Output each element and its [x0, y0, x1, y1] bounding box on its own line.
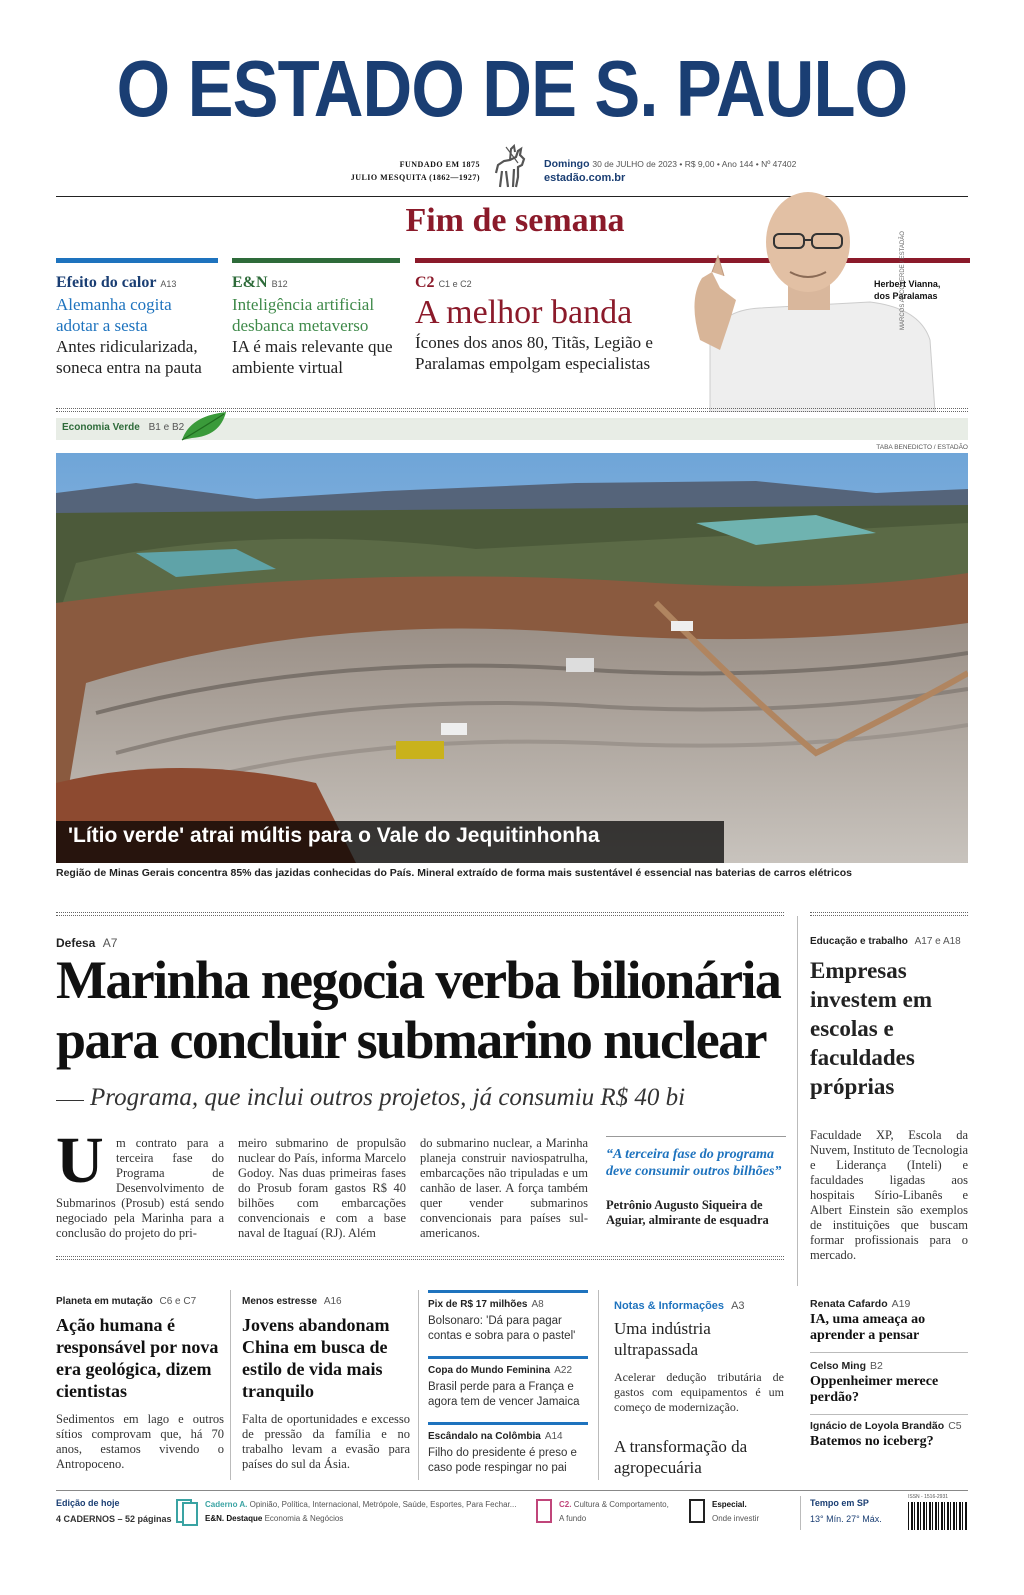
lead-quote: “A terceira fase do programa deve consumir outros bilhões”: [606, 1147, 782, 1179]
founder-text: JULIO MESQUITA (1862—1927): [350, 173, 480, 182]
lead-deck: Programa, que inclui outros projetos, já consumiu R$ 40 bi: [90, 1084, 686, 1111]
box3-section: C2: [415, 274, 435, 291]
esp-sub: Onde investir: [712, 1514, 760, 1523]
weekend-caption: Herbert Vianna, dos Paralamas: [874, 279, 941, 301]
side-kicker: Educação e trabalho: [810, 936, 908, 947]
brief-pix[interactable]: Pix de R$ 17 milhões A8 Bolsonaro: 'Dá para pagar contas e sobra para o pastel': [428, 1290, 588, 1344]
s4-headline2[interactable]: A transformação da agropecuária: [614, 1437, 748, 1477]
columnist-ming[interactable]: Celso Ming B2 Oppenheimer merece perdão?: [810, 1360, 939, 1405]
quote-role: almirante de esquadra: [648, 1213, 769, 1227]
masthead-title: O ESTADO DE S. PAULO: [116, 44, 908, 133]
especial-icon: [688, 1498, 706, 1526]
lithium-mine-photo: [56, 453, 968, 863]
quote-author: Petrônio Augusto Siqueira de Aguiar,: [606, 1198, 763, 1227]
c2-label: C2.: [559, 1500, 572, 1509]
s4-body1: Acelerar dedução tributária de gastos com equipamentos é um começo de modernização.: [614, 1370, 784, 1414]
s1-page: C6 e C7: [159, 1296, 197, 1307]
esp-label: Especial.: [712, 1500, 747, 1509]
s2-body: Falta de oportunidades e excesso de pressão da família e no trabalho levam a evasão para países do sul da Ásia.: [242, 1412, 410, 1471]
lead-col3: do submarino nuclear, a Marinha planeja construir naviospatrulha, embarcações não tripuladas e um canhão de laser. A força também quer vender submarinos convencionais para países sul-americanos.: [420, 1136, 588, 1240]
weather-value: 13° Mín. 27° Máx.: [810, 1514, 882, 1524]
side-headline[interactable]: Empresas investem em escolas e faculdades próprias: [810, 958, 932, 1099]
box1-section: Efeito do calor: [56, 274, 157, 291]
eco-label: Economia Verde: [62, 422, 140, 433]
box1-body: Antes ridicularizada, soneca entra na pauta: [56, 337, 202, 377]
edition-day: Domingo: [544, 158, 590, 170]
box2-body: IA é mais relevante que ambiente virtual: [232, 337, 393, 377]
box3-deck: A melhor banda: [415, 294, 633, 331]
founded-text: FUNDADO EM 1875: [399, 160, 480, 169]
c2-text: Cultura & Comportamento,: [573, 1500, 669, 1509]
c2-icon: [535, 1498, 553, 1526]
weather-label: Tempo em SP: [810, 1498, 869, 1508]
weekend-box-calor[interactable]: [56, 258, 218, 378]
s2-page: A16: [323, 1296, 342, 1307]
s2-headline[interactable]: Jovens abandonam China em busca de estilo de vida mais tranquilo: [242, 1315, 390, 1401]
s1-headline[interactable]: Ação humana é responsável por nova era geológica, dizem cientistas: [56, 1315, 219, 1401]
barcode: [908, 1502, 968, 1530]
s1-body: Sedimentos em lago e outros sítios comprovam que, há 70 anos, estamos vivendo o Antropoceno.: [56, 1412, 224, 1471]
en-label: E&N. Destaque: [205, 1514, 263, 1523]
box1-page: A13: [160, 279, 177, 289]
s4-headline1[interactable]: Uma indústria ultrapassada: [614, 1319, 711, 1359]
en-text: Economia & Negócios: [264, 1514, 344, 1523]
c2-sub: A fundo: [559, 1514, 587, 1523]
eco-caption: Região de Minas Gerais concentra 85% das jazidas conhecidas do País. Mineral extraído de forma mais sustentável é essencial nas baterias de carros elétricos: [56, 867, 853, 879]
cadA-label: Caderno A.: [205, 1500, 248, 1509]
caderno-a-icon: [175, 1498, 199, 1526]
edition-info: 30 de JULHO de 2023 • R$ 9,00 • Ano 144 • Nº 47402: [592, 159, 797, 169]
lead-dropcap: U: [56, 1124, 104, 1197]
columnist-brandao[interactable]: Ignácio de Loyola Brandão C5 Batemos no iceberg?: [810, 1420, 962, 1449]
footer-edition-label: Edição de hoje: [56, 1498, 120, 1508]
box2-page: B12: [271, 279, 288, 289]
weekend-banner: Fim de semana: [405, 202, 625, 239]
lead-col1: m contrato para a terceira fase do Programa de Desenvolvimento de Submarinos (Prosub) está sendo negociado pela Marinha para a conclusão do projeto do pri-: [56, 1136, 224, 1240]
brief-colombia[interactable]: Escândalo na Colômbia A14 Filho do presidente é preso e caso pode respingar no pai: [428, 1422, 588, 1476]
lead-kicker: Defesa: [56, 936, 96, 950]
box3-body: Ícones dos anos 80, Titãs, Legião e Paralamas empolgam especialistas: [415, 333, 653, 373]
leaf-icon: [180, 410, 230, 444]
columnist-cafardo[interactable]: Renata Cafardo A19 IA, uma ameaça ao aprender a pensar: [810, 1298, 926, 1343]
footer-edition-info: 4 CADERNOS – 52 páginas: [56, 1514, 172, 1524]
eco-headline[interactable]: 'Lítio verde' atrai múltis para o Vale do Jequitinhonha: [68, 824, 600, 847]
side-page: A17 e A18: [914, 936, 961, 947]
lead-col2: meiro submarino de propulsão nuclear do País, informa Marcelo Godoy. Nas duas primeiras fases do Prosub foram gastos R$ 40 bilhões com embarcações convencionais e com a base naval de Itaguaí (RJ). Além: [238, 1136, 406, 1240]
s1-kicker: Planeta em mutação: [56, 1296, 153, 1307]
issn-text: ISSN - 1516-2931: [908, 1494, 949, 1500]
eco-pages: B1 e B2: [148, 422, 185, 433]
box3-page: C1 e C2: [438, 279, 472, 289]
weekend-credit: MARCOS ARCOVERDE / ESTADÃO: [900, 231, 906, 330]
eco-credit: TABA BENEDICTO / ESTADÃO: [876, 444, 968, 451]
cadA-text: Opinião, Política, Internacional, Metrópole, Saúde, Esportes, Para Fechar...: [249, 1500, 517, 1509]
s4-page: A3: [731, 1300, 745, 1312]
weekend-box-en[interactable]: [232, 258, 400, 378]
s2-kicker: Menos estresse: [242, 1296, 318, 1307]
lead-headline[interactable]: Marinha negocia verba bilionária para concluir submarino nuclear: [56, 950, 781, 1070]
box2-deck: Inteligência artificial desbanca metaverso: [232, 295, 375, 335]
site-link[interactable]: estadão.com.br: [544, 172, 626, 184]
side-body: Faculdade XP, Escola da Nuvem, Instituto de Tecnologia e Liderança (Inteli) e faculdades ligadas aos hospitais Sírio-Libanês e Albert Einstein são exemplos de instituições que buscam formar profissionais para o mercado.: [810, 1128, 968, 1262]
lead-page: A7: [102, 936, 118, 950]
horseman-icon: [488, 143, 534, 189]
box2-section: E&N: [232, 274, 268, 291]
s4-kicker: Notas & Informações: [614, 1300, 725, 1312]
brief-copa[interactable]: Copa do Mundo Feminina A22 Brasil perde para a França e agora tem de vencer Jamaica: [428, 1356, 588, 1410]
box1-deck: Alemanha cogita adotar a sesta: [56, 295, 172, 335]
